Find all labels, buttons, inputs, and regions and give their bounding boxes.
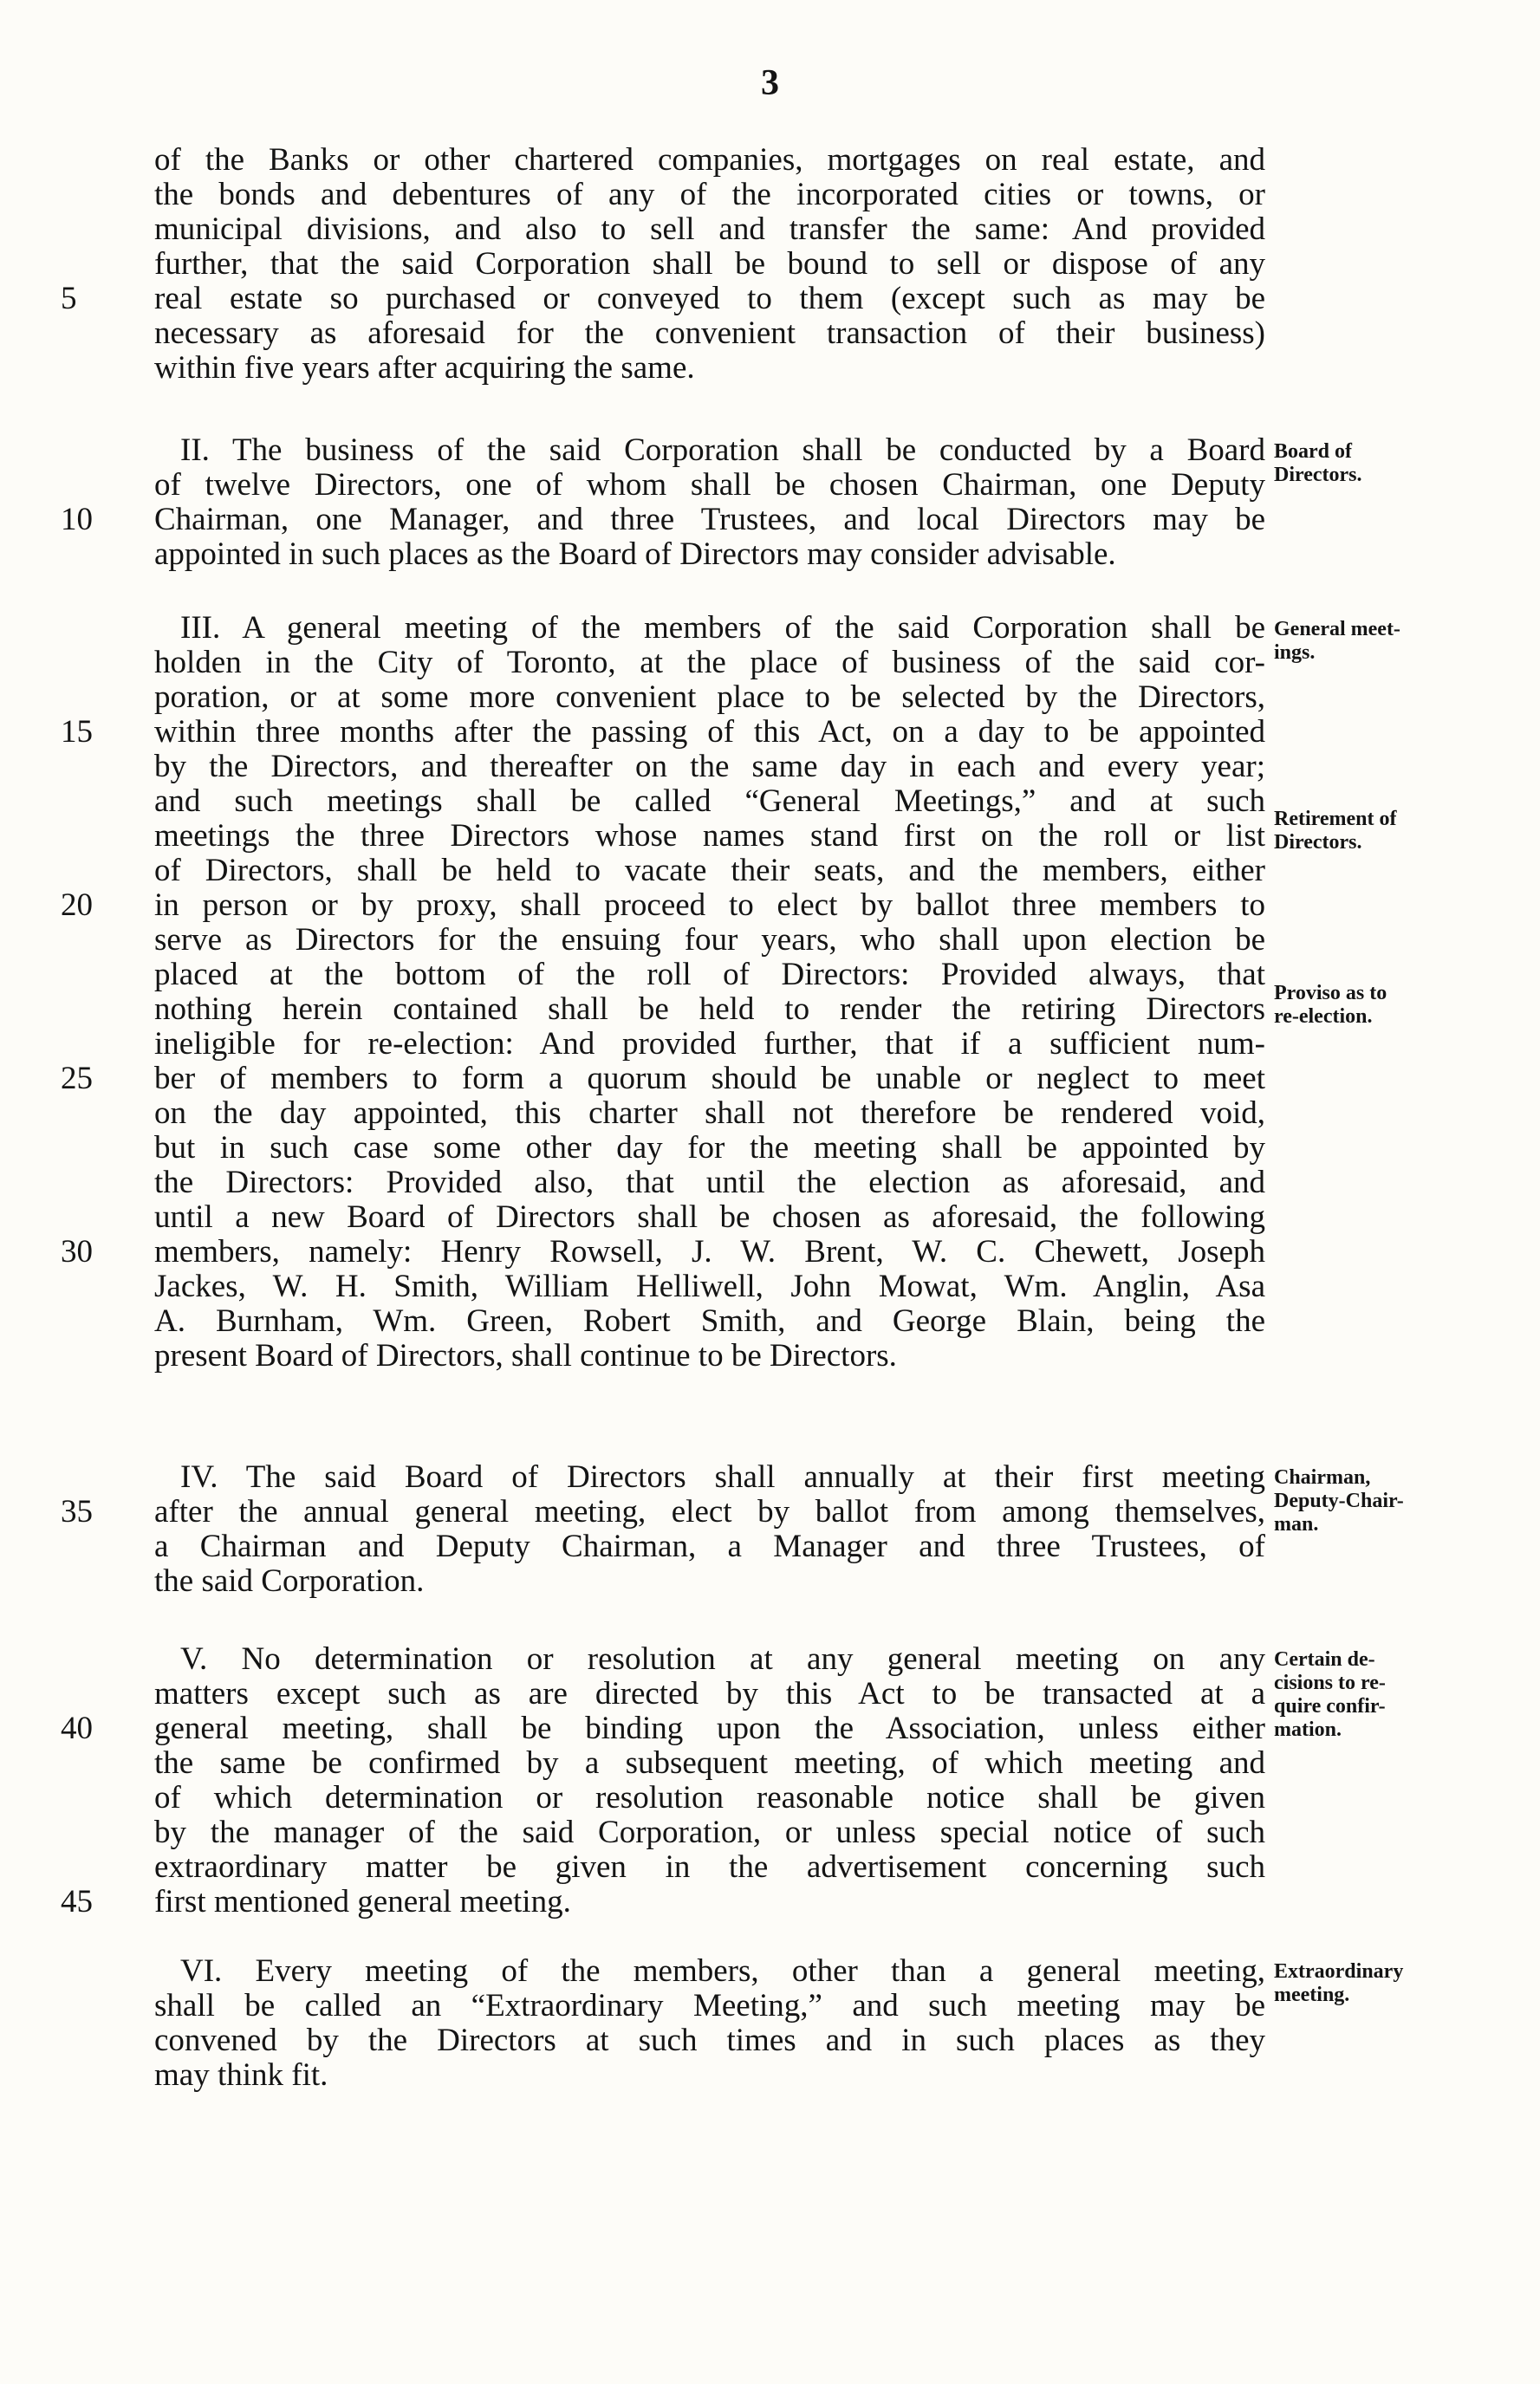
section-iv-paragraph: [154, 1460, 1265, 1599]
line-number: 40: [61, 1711, 93, 1746]
text-line: first mentioned general meeting.: [154, 1884, 571, 1920]
text-line: III. A general meeting of the members of the said Corporation shall be: [180, 610, 1265, 646]
line-number: 45: [61, 1884, 93, 1920]
text-line: Jackes, W. H. Smith, William Helliwell, John Mowat, Wm. Anglin, Asa: [154, 1269, 1265, 1304]
text-line: a Chairman and Deputy Chairman, a Manager and three Trustees, of: [154, 1529, 1265, 1564]
margin-note-certain-decisions: [1274, 1648, 1534, 1742]
margin-note-proviso-re-election: [1274, 982, 1534, 1029]
margin-note-line: cisions to re-: [1274, 1672, 1386, 1694]
text-line: matters except such as are directed by this Act to be transacted at a: [154, 1676, 1265, 1712]
text-line: necessary as aforesaid for the convenient transaction of their business): [154, 315, 1265, 351]
text-line: the Directors: Provided also, that until the election as aforesaid, and: [154, 1165, 1265, 1200]
text-line: within five years after acquiring the same.: [154, 350, 695, 386]
text-line: A. Burnham, Wm. Green, Robert Smith, and George Blain, being the: [154, 1303, 1265, 1339]
section-v-paragraph: [154, 1642, 1265, 1920]
text-line: after the annual general meeting, elect by ballot from among themselves,: [154, 1494, 1265, 1530]
section-iii-paragraph: [154, 611, 1265, 1374]
text-line: until a new Board of Directors shall be chosen as aforesaid, the following: [154, 1199, 1265, 1235]
margin-note-line: Directors.: [1274, 464, 1362, 486]
margin-note-line: General meet-: [1274, 618, 1400, 640]
text-line: Chairman, one Manager, and three Trustees, and local Directors may be: [154, 502, 1265, 537]
text-line: further, that the said Corporation shall be bound to sell or dispose of any: [154, 246, 1265, 282]
text-line: the same be confirmed by a subsequent meeting, of which meeting and: [154, 1745, 1265, 1781]
text-line: in person or by proxy, shall proceed to elect by ballot three members to: [154, 887, 1265, 923]
margin-note-chairman: [1274, 1466, 1534, 1536]
text-line: real estate so purchased or conveyed to them (except such as may be: [154, 281, 1265, 316]
text-line: members, namely: Henry Rowsell, J. W. Brent, W. C. Chewett, Joseph: [154, 1234, 1265, 1270]
margin-note-line: Deputy-Chair-: [1274, 1490, 1404, 1512]
text-line: the said Corporation.: [154, 1563, 425, 1599]
text-line: poration, or at some more convenient place to be selected by the Directors,: [154, 679, 1265, 715]
text-line: the bonds and debentures of any of the incorporated cities or towns, or: [154, 177, 1265, 212]
margin-note-line: mation.: [1274, 1718, 1342, 1741]
line-number: 35: [61, 1494, 93, 1530]
line-number: 30: [61, 1234, 93, 1270]
margin-note-line: man.: [1274, 1513, 1319, 1536]
text-line: II. The business of the said Corporation shall be conducted by a Board: [180, 432, 1265, 468]
margin-note-line: meeting.: [1274, 1984, 1350, 2006]
line-number: 20: [61, 887, 93, 923]
margin-note-general-meetings: [1274, 618, 1534, 665]
section-ii-paragraph: [154, 433, 1265, 572]
text-line: nothing herein contained shall be held to render the retiring Directors: [154, 991, 1265, 1027]
line-number: 10: [61, 502, 93, 537]
page-number: 3: [761, 63, 779, 103]
text-line: by the Directors, and thereafter on the same day in each and every year;: [154, 749, 1265, 784]
margin-note-extraordinary-meeting: [1274, 1960, 1534, 2007]
margin-note-line: Board of: [1274, 440, 1352, 463]
margin-note-line: Proviso as to: [1274, 982, 1387, 1004]
margin-note-line: re-election.: [1274, 1005, 1373, 1028]
margin-note-line: quire confir-: [1274, 1695, 1386, 1718]
text-line: IV. The said Board of Directors shall annually at their first meeting: [180, 1459, 1265, 1495]
text-line: on the day appointed, this charter shall not therefore be rendered void,: [154, 1095, 1265, 1131]
margin-note-line: Chairman,: [1274, 1466, 1371, 1489]
text-line: of Directors, shall be held to vacate their seats, and the members, either: [154, 853, 1265, 888]
text-line: placed at the bottom of the roll of Directors: Provided always, that: [154, 957, 1265, 992]
text-line: municipal divisions, and also to sell and transfer the same: And provided: [154, 211, 1265, 247]
line-number: 15: [61, 714, 93, 750]
text-line: present Board of Directors, shall continue to be Directors.: [154, 1338, 897, 1374]
text-line: serve as Directors for the ensuing four years, who shall upon election be: [154, 922, 1265, 958]
text-line: shall be called an “Extraordinary Meeting,” and such meeting may be: [154, 1988, 1265, 2023]
margin-note-line: Directors.: [1274, 831, 1362, 854]
text-line: by the manager of the said Corporation, or unless special notice of such: [154, 1815, 1265, 1850]
text-line: ineligible for re-election: And provided further, that if a sufficient num-: [154, 1026, 1265, 1062]
text-line: of twelve Directors, one of whom shall be chosen Chairman, one Deputy: [154, 467, 1265, 503]
margin-note-line: Retirement of: [1274, 808, 1397, 830]
text-line: of the Banks or other chartered companies, mortgages on real estate, and: [154, 142, 1265, 178]
margin-note-line: ings.: [1274, 641, 1316, 664]
text-line: VI. Every meeting of the members, other than a general meeting,: [180, 1953, 1265, 1989]
paragraph-continuation: [154, 143, 1265, 386]
text-line: holden in the City of Toronto, at the place of business of the said cor-: [154, 645, 1265, 680]
text-line: general meeting, shall be binding upon the Association, unless either: [154, 1711, 1265, 1746]
text-line: but in such case some other day for the meeting shall be appointed by: [154, 1130, 1265, 1166]
text-line: ber of members to form a quorum should be unable or neglect to meet: [154, 1061, 1265, 1096]
text-line: and such meetings shall be called “General Meetings,” and at such: [154, 783, 1265, 819]
text-line: V. No determination or resolution at any general meeting on any: [180, 1641, 1265, 1677]
text-line: meetings the three Directors whose names stand first on the roll or list: [154, 818, 1265, 854]
text-line: appointed in such places as the Board of Directors may consider advisable.: [154, 536, 1116, 572]
line-number: 5: [61, 281, 77, 316]
text-line: of which determination or resolution reasonable notice shall be given: [154, 1780, 1265, 1816]
margin-note-retirement-of-directors: [1274, 808, 1534, 854]
margin-note-board-of-directors: [1274, 440, 1534, 487]
margin-note-line: Certain de-: [1274, 1648, 1375, 1671]
text-line: within three months after the passing of this Act, on a day to be appointed: [154, 714, 1265, 750]
text-line: extraordinary matter be given in the advertisement concerning such: [154, 1849, 1265, 1885]
line-number: 25: [61, 1061, 93, 1096]
section-vi-paragraph: [154, 1954, 1265, 2093]
text-line: convened by the Directors at such times and in such places as they: [154, 2023, 1265, 2058]
margin-note-line: Extraordinary: [1274, 1960, 1404, 1983]
text-line: may think fit.: [154, 2057, 328, 2093]
